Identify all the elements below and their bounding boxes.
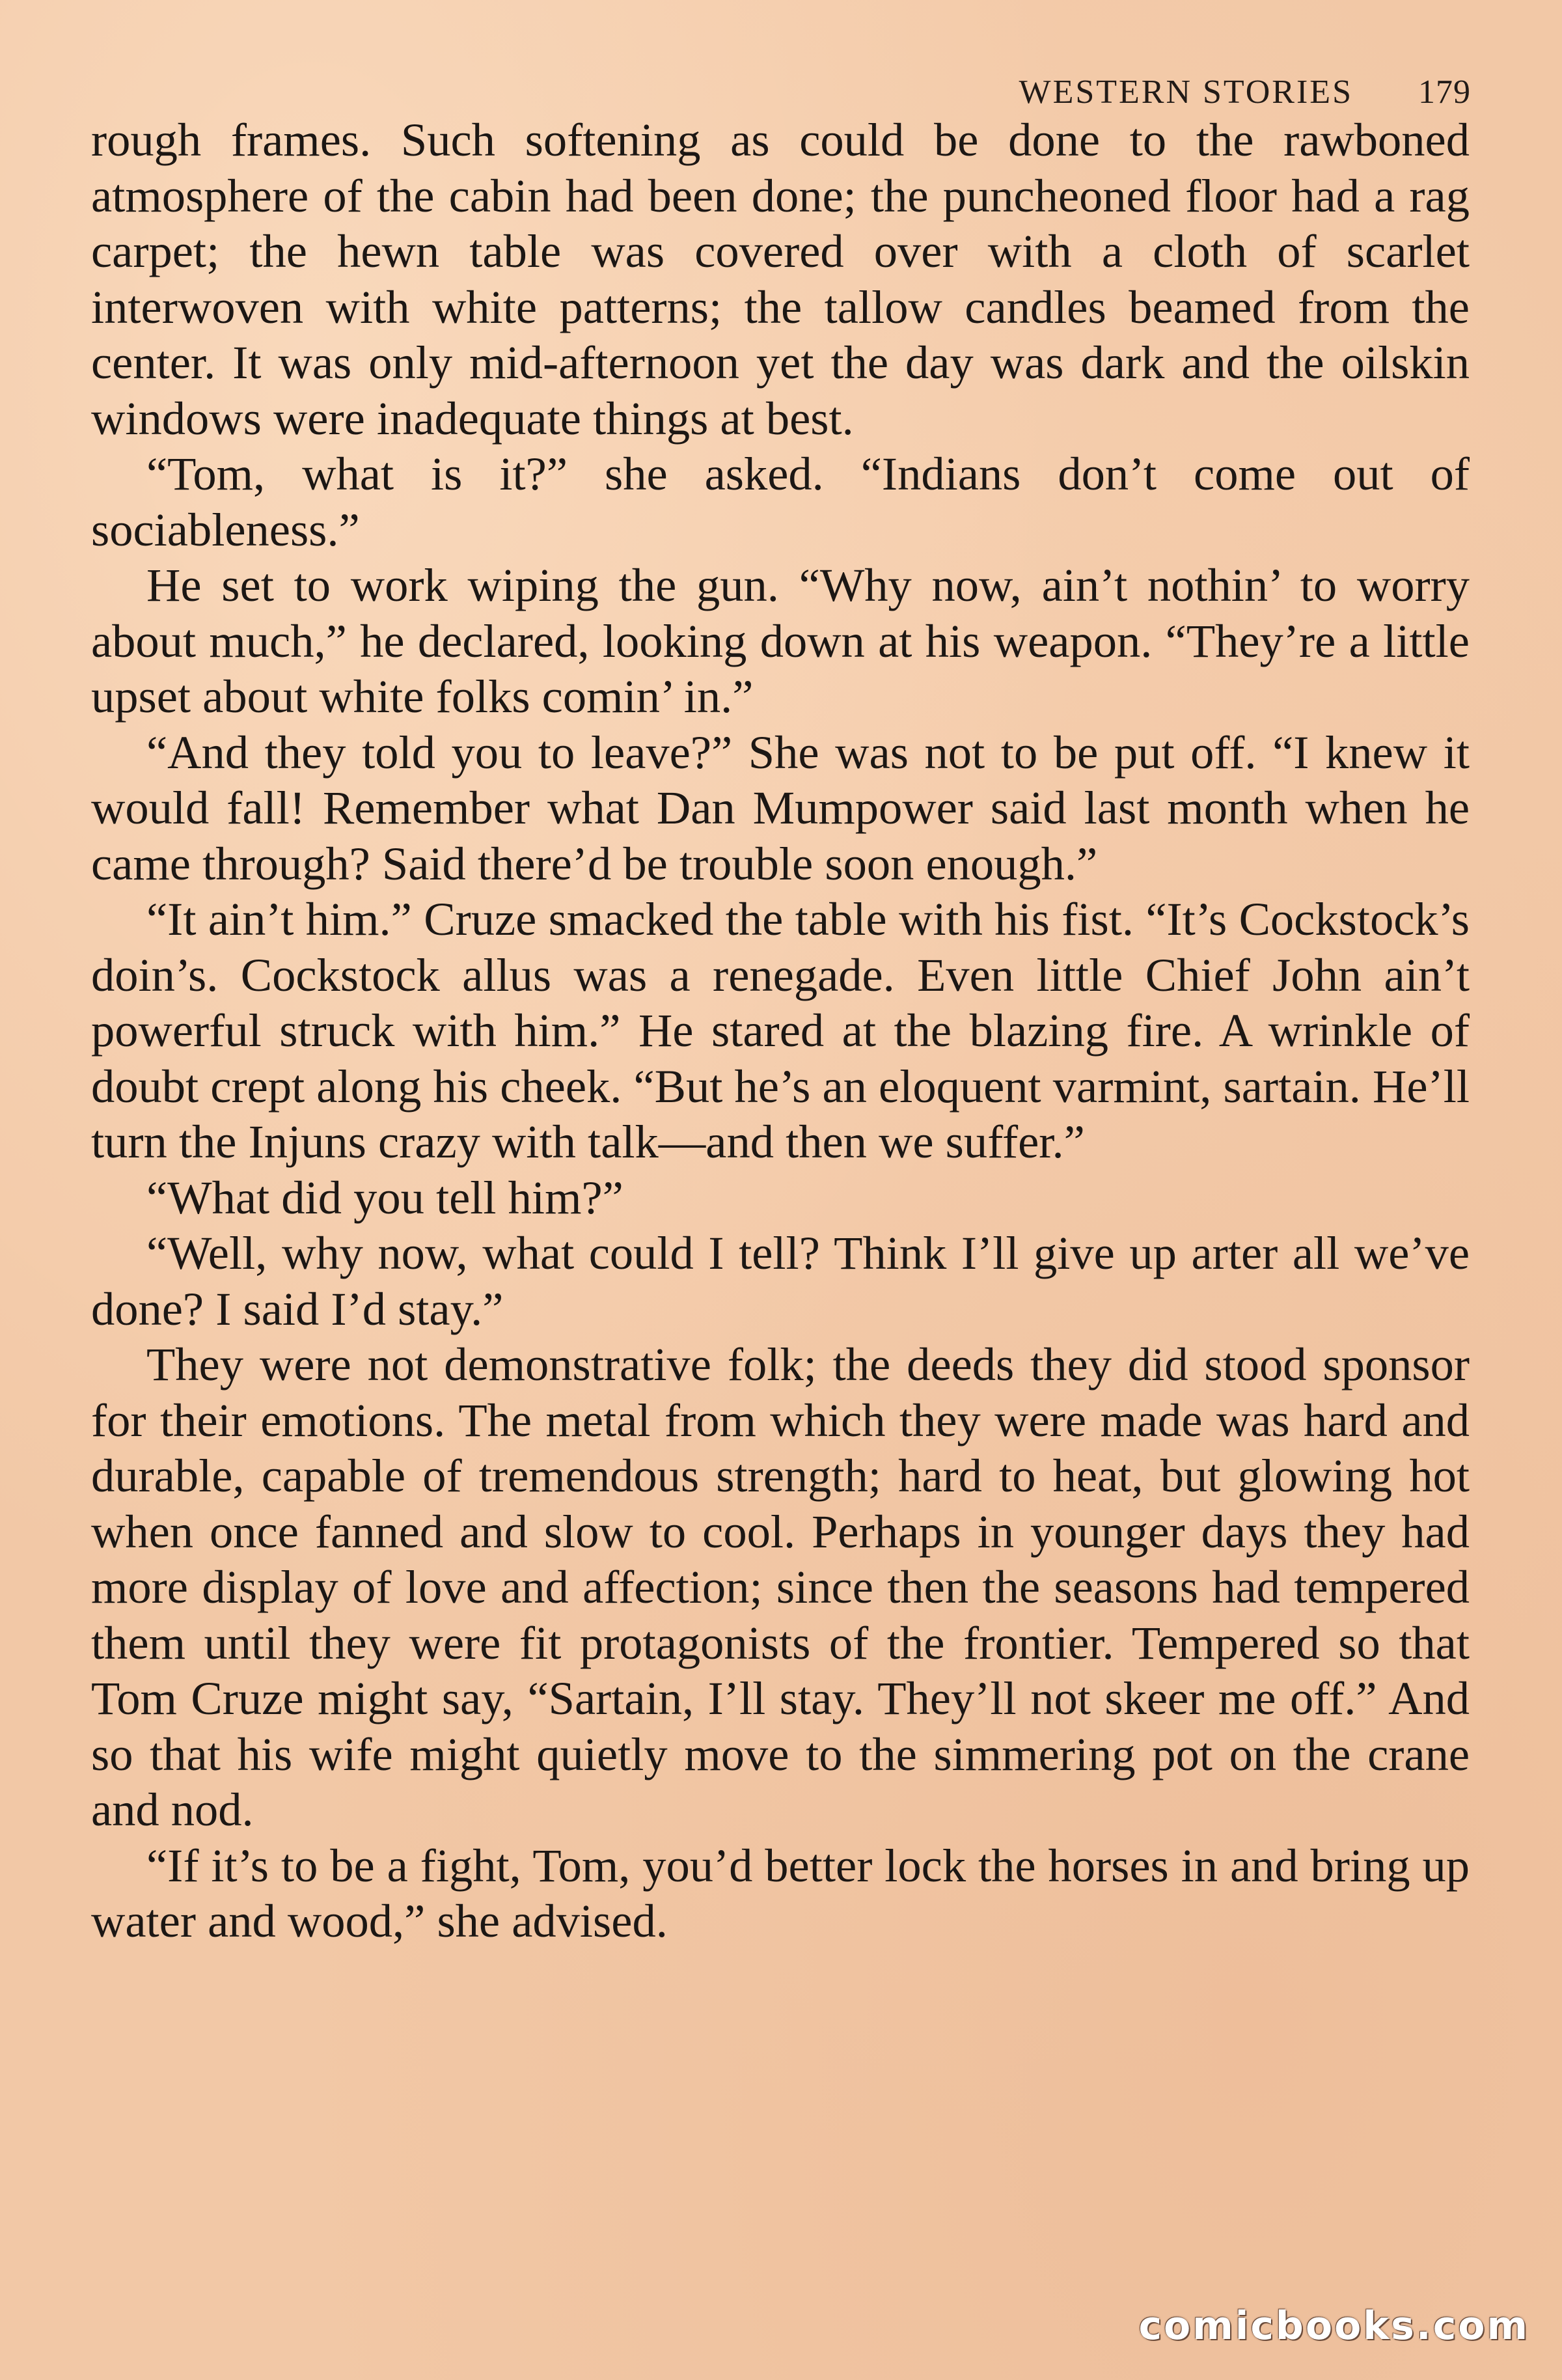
paragraph: “It ain’t him.” Cruze smacked the table with his fist. “It’s Cockstock’s doin’s. Cockstock allus was a renegade. Even little Chief John ain’t powerful struck with him.” He stared at the blazing fire. A wrinkle of doubt crept along his cheek. “But he’s an eloquent varmint, sartain. He’ll turn the Injuns crazy with talk—and then we suffer.”: [91, 893, 1470, 1168]
paragraph: “And they told you to leave?” She was not to be put off. “I knew it would fall! Remember what Dan Mumpower said last month when he came through? Said there’d be trouble soon enough.”: [91, 725, 1470, 890]
body-text: [91, 112, 1470, 1949]
header-title: WESTERN STORIES: [1019, 74, 1353, 111]
paragraph: “Tom, what is it?” she asked. “Indians don’t come out of sociableness.”: [91, 447, 1470, 556]
paragraph: He set to work wiping the gun. “Why now, ain’t nothin’ to worry about much,” he declared, looking down at his weapon. “They’re a little upset about white folks comin’ in.”: [91, 559, 1470, 723]
source-watermark: comicbooks.com: [1138, 2303, 1529, 2349]
paragraph: rough frames. Such softening as could be done to the rawboned atmosphere of the cabin had been done; the puncheoned floor had a rag carpet; the hewn table was covered over with a cloth of scarlet interwoven with white patterns; the tallow candles beamed from the center. It was only mid-afternoon yet the day was dark and the oilskin windows were inadequate things at best.: [91, 113, 1470, 445]
page-number: 179: [1418, 74, 1471, 111]
paragraph: “Well, why now, what could I tell? Think I’ll give up arter all we’ve done? I said I’d stay.”: [91, 1226, 1470, 1335]
paragraph: “If it’s to be a fight, Tom, you’d better lock the horses in and bring up water and wood,” she advised.: [91, 1838, 1470, 1947]
paragraph: “What did you tell him?”: [146, 1170, 623, 1224]
running-header: [1019, 73, 1471, 111]
paragraph: They were not demonstrative folk; the deeds they did stood sponsor for their emotions. The metal from which they were made was hard and durable, capable of tremendous strength; hard to heat, but glowing hot when once fanned and slow to cool. Perhaps in younger days they had more display of love and affection; since then the seasons had tempered them until they were fit protagonists of the frontier. Tempered so that Tom Cruze might say, “Sartain, I’ll stay. They’ll not skeer me off.” And so that his wife might quietly move to the simmering pot on the crane and nod.: [91, 1338, 1470, 1836]
